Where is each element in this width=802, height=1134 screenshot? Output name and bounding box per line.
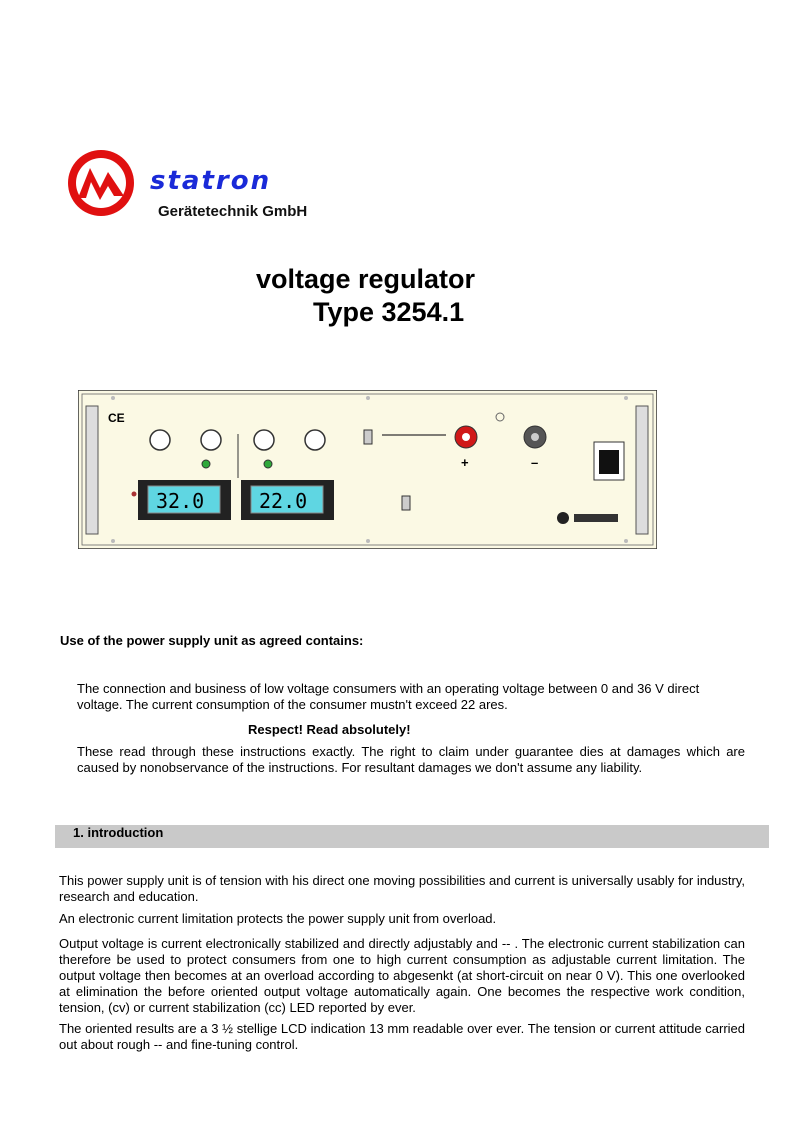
page-subtitle: Type 3254.1 [313, 297, 465, 327]
minus-label: – [531, 455, 539, 470]
intro-paragraph-1: This power supply unit is of tension with his direct one moving possibilities and current is universally usably for industry, research and education. [59, 873, 745, 904]
ce-mark: CE [108, 411, 125, 425]
warranty-paragraph: These read through these instructions exactly. The right to claim under guarantee dies at damages which are caused by nonobservance of the instructions. For resultant damages we don't assume any liability. [77, 744, 745, 775]
respect-notice: Respect! Read absolutely! [248, 722, 411, 737]
intro-paragraph-2: An electronic current limitation protects the power supply unit from overload. [59, 911, 497, 926]
current-display: 22.0 [259, 489, 308, 513]
device-front-panel [78, 390, 657, 549]
usage-heading: Use of the power supply unit as agreed contains: [60, 633, 364, 648]
page-title: voltage regulator [256, 264, 476, 294]
voltage-display: 32.0 [156, 489, 205, 513]
brand-subtitle: Gerätetechnik GmbH [158, 203, 308, 220]
intro-paragraph-4: The oriented results are a 3 ½ stellige LCD indication 13 mm readable over ever. The tension or current attitude carried out about rough -- and fine-tuning control. [59, 1021, 745, 1052]
plus-label: + [461, 455, 469, 470]
statron-logo-icon [66, 148, 136, 218]
brand-name: statron [150, 166, 272, 196]
usage-paragraph: The connection and business of low voltage consumers with an operating voltage between 0 and 36 V direct voltage. The current consumption of the consumer mustn't exceed 22 ares. [77, 681, 700, 712]
section-title: 1. introduction [73, 825, 164, 840]
intro-paragraph-3: Output voltage is current electronically stabilized and directly adjustably and -- . The electronic current stabilization can therefore be used to protect consumers from one to high current consumption as adjustable current limitation. The output voltage then becomes at an overload according to abgesenkt (at short-circuit on near 0 V). This one overlooked at elimination the before oriented output voltage automatically again. One becomes the respective work condition, tension, (cv) or current stabilization (cc) LED reported by ever. [59, 936, 745, 1015]
